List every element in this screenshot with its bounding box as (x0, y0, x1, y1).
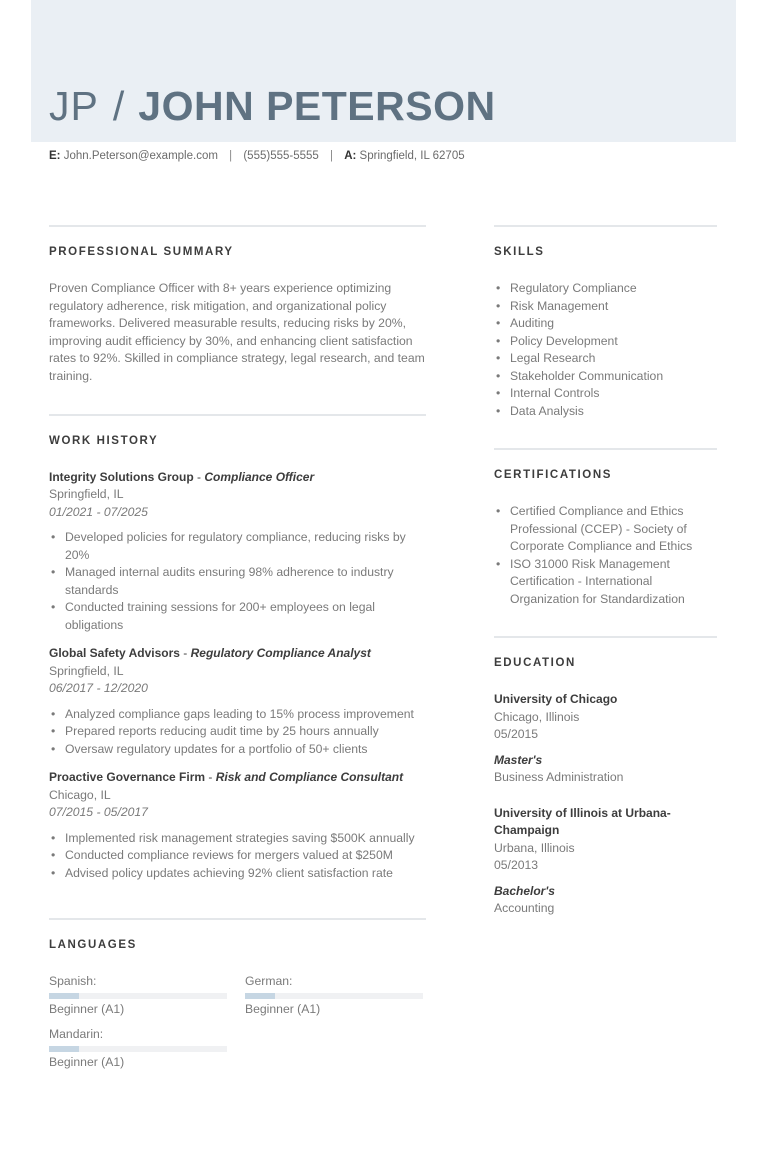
left-column (49, 225, 426, 1071)
summary-section (49, 225, 426, 414)
education-list (494, 691, 717, 918)
full-name: JOHN PETERSON (138, 83, 496, 129)
section-title-certifications: CERTIFICATIONS (494, 469, 613, 481)
job-bullets (49, 529, 426, 634)
skill-item: • Auditing (494, 315, 717, 333)
job-company: Global Safety Advisors (49, 646, 180, 661)
skill-item: • Risk Management (494, 298, 717, 316)
skills-list (494, 280, 717, 420)
education-degree: Bachelor's (494, 883, 555, 898)
language-item (49, 973, 227, 1018)
address-value: Springfield, IL 62705 (359, 150, 465, 162)
phone-value: (555)555-5555 (243, 150, 319, 162)
education-date: 05/2015 (494, 727, 539, 741)
job-bullet: • Conducted training sessions for 200+ employees on legal obligations (49, 599, 426, 634)
certification-item: • ISO 31000 Risk Management Certification - International Organization for Standardization (494, 556, 717, 609)
job-company: Integrity Solutions Group (49, 469, 194, 484)
education-date: 05/2013 (494, 858, 539, 872)
job-dates: 06/2017 - 12/2020 (49, 681, 148, 696)
education-school: University of Illinois at Urbana-Champaign (494, 805, 671, 837)
job-location: Chicago, IL (49, 787, 111, 802)
language-level: Beginner (A1) (49, 1055, 125, 1070)
job-list (49, 469, 426, 883)
language-proficiency-bar (49, 1046, 227, 1052)
certification-item: • Certified Compliance and Ethics Professional (CCEP) - Society of Corporate Compliance and Ethics (494, 503, 717, 556)
job-bullet: • Developed policies for regulatory compliance, reducing risks by 20% (49, 529, 426, 564)
job-bullet: • Advised policy updates achieving 92% client satisfaction rate (49, 865, 426, 883)
certifications-section (494, 448, 717, 636)
language-name: Mandarin: (49, 1027, 104, 1042)
resume-name (49, 82, 496, 130)
skills-section (494, 225, 717, 448)
job-bullets (49, 830, 426, 883)
job-role: Risk and Compliance Consultant (215, 770, 404, 785)
job-dash: - (193, 469, 205, 484)
section-title-skills: SKILLS (494, 246, 545, 258)
skill-item: • Internal Controls (494, 385, 717, 403)
skill-item: • Legal Research (494, 350, 717, 368)
job-bullet: • Prepared reports reducing audit time by 25 hours annually (49, 723, 426, 741)
education-field: Accounting (494, 901, 555, 915)
job-heading (49, 769, 426, 787)
job-dates: 07/2015 - 05/2017 (49, 805, 148, 820)
skill-item: • Regulatory Compliance (494, 280, 717, 298)
right-column (494, 225, 717, 927)
education-field: Business Administration (494, 770, 624, 784)
language-proficiency-fill (245, 993, 275, 999)
email-label: E: (49, 150, 61, 162)
section-title-summary: PROFESSIONAL SUMMARY (49, 246, 234, 258)
language-level: Beginner (A1) (49, 1002, 125, 1017)
language-item (245, 973, 423, 1018)
education-entry (494, 691, 717, 787)
language-proficiency-fill (49, 1046, 79, 1052)
job-bullets (49, 706, 426, 759)
contact-line (49, 150, 465, 162)
job-entry (49, 769, 426, 882)
language-proficiency-bar (245, 993, 423, 999)
job-location: Springfield, IL (49, 487, 124, 502)
education-location: Urbana, Illinois (494, 840, 575, 855)
email-value[interactable]: John.Peterson@example.com (63, 150, 218, 162)
education-entry (494, 805, 717, 918)
section-title-languages: LANGUAGES (49, 939, 137, 952)
education-location: Chicago, Illinois (494, 709, 580, 724)
language-name: German: (245, 974, 293, 989)
section-title-education: EDUCATION (494, 657, 576, 669)
language-item (49, 1026, 227, 1071)
skill-item: • Data Analysis (494, 403, 717, 421)
language-level: Beginner (A1) (245, 1002, 321, 1017)
job-role: Regulatory Compliance Analyst (190, 646, 371, 661)
education-school: University of Chicago (494, 692, 618, 706)
address-label: A: (344, 150, 357, 162)
job-heading (49, 469, 426, 487)
education-section (494, 636, 717, 918)
language-list (49, 973, 426, 1071)
section-title-work-history: WORK HISTORY (49, 434, 159, 447)
contact-divider: | (330, 150, 333, 162)
job-dash: - (205, 770, 216, 785)
job-bullet: • Conducted compliance reviews for mergers valued at $250M (49, 847, 426, 865)
job-role: Compliance Officer (204, 469, 315, 484)
skill-item: • Policy Development (494, 333, 717, 351)
job-bullet: • Managed internal audits ensuring 98% adherence to industry standards (49, 564, 426, 599)
job-dates: 01/2021 - 07/2025 (49, 504, 148, 519)
language-name: Spanish: (49, 974, 97, 989)
job-entry (49, 645, 426, 758)
language-proficiency-fill (49, 993, 79, 999)
job-dash: - (179, 646, 191, 661)
languages-section (49, 918, 426, 1071)
work-history-section (49, 414, 426, 919)
name-separator: / (112, 83, 125, 129)
language-proficiency-bar (49, 993, 227, 999)
job-entry (49, 469, 426, 635)
skill-item: • Stakeholder Communication (494, 368, 717, 386)
job-company: Proactive Governance Firm (49, 770, 206, 785)
education-degree: Master's (494, 752, 543, 767)
job-bullet: • Analyzed compliance gaps leading to 15% process improvement (49, 706, 426, 724)
summary-text: Proven Compliance Officer with 8+ years experience optimizing regulatory adherence, risk mitigation, and organizational policy frameworks. Delivered measurable results, reducing risks by 20%, improving audit efficiency by 30%, and enhancing client satisfaction rates to 92%. Skilled in compliance strategy, legal research, and team training. (49, 281, 425, 383)
certifications-list (494, 503, 717, 608)
job-bullet: • Oversaw regulatory updates for a portfolio of 50+ clients (49, 741, 426, 759)
name-initials: JP (49, 83, 99, 129)
job-bullet: • Implemented risk management strategies saving $500K annually (49, 830, 426, 848)
contact-divider: | (229, 150, 233, 162)
job-location: Springfield, IL (49, 663, 124, 678)
job-heading (49, 645, 426, 663)
